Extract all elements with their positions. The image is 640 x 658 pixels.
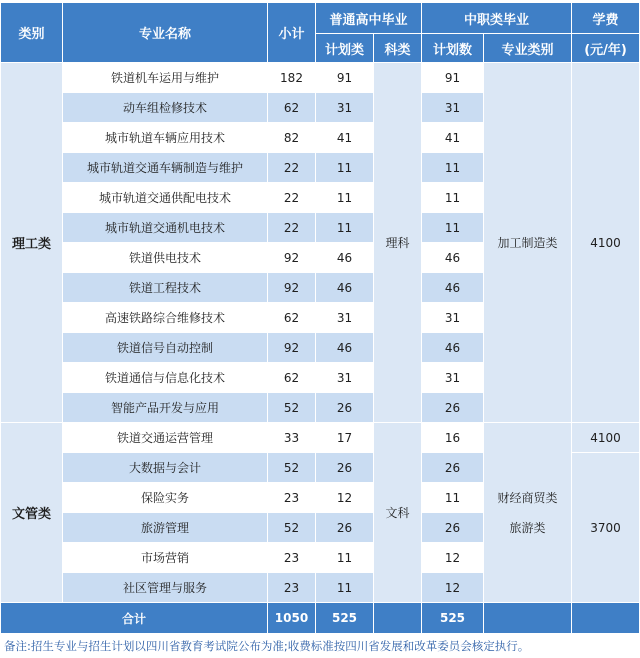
voc-plan-cell: 26 <box>422 393 484 423</box>
vocational-category-liberal-line2: 旅游类 <box>509 520 546 535</box>
header-vocational-category: 专业类别 <box>484 34 572 63</box>
subtotal-cell: 92 <box>268 273 316 303</box>
subtotal-cell: 92 <box>268 243 316 273</box>
total-voc-plan: 525 <box>422 603 484 634</box>
header-category: 类别 <box>1 3 63 63</box>
major-name: 市场营销 <box>63 543 268 573</box>
voc-plan-cell: 11 <box>422 153 484 183</box>
major-name: 铁道供电技术 <box>63 243 268 273</box>
header-vocational-group: 中职类毕业 <box>422 3 572 34</box>
header-vocational-plan: 计划数 <box>422 34 484 63</box>
header-tuition: 学费 <box>572 3 640 34</box>
hs-plan-cell: 31 <box>316 303 374 333</box>
total-subtotal: 1050 <box>268 603 316 634</box>
subtotal-cell: 62 <box>268 363 316 393</box>
total-hs-plan: 525 <box>316 603 374 634</box>
voc-plan-cell: 11 <box>422 213 484 243</box>
voc-plan-cell: 11 <box>422 183 484 213</box>
subtotal-cell: 22 <box>268 153 316 183</box>
hs-plan-cell: 11 <box>316 153 374 183</box>
subtotal-cell: 92 <box>268 333 316 363</box>
major-name: 铁道机车运用与维护 <box>63 63 268 93</box>
hs-plan-cell: 26 <box>316 513 374 543</box>
hs-plan-cell: 17 <box>316 423 374 453</box>
voc-plan-cell: 12 <box>422 543 484 573</box>
subtotal-cell: 62 <box>268 93 316 123</box>
hs-plan-cell: 26 <box>316 393 374 423</box>
subtotal-cell: 52 <box>268 393 316 423</box>
voc-plan-cell: 41 <box>422 123 484 153</box>
voc-plan-cell: 31 <box>422 363 484 393</box>
major-name: 城市轨道交通机电技术 <box>63 213 268 243</box>
total-label: 合计 <box>1 603 268 634</box>
subtotal-cell: 22 <box>268 213 316 243</box>
subtotal-cell: 62 <box>268 303 316 333</box>
hs-plan-cell: 11 <box>316 183 374 213</box>
major-name: 智能产品开发与应用 <box>63 393 268 423</box>
subtotal-cell: 82 <box>268 123 316 153</box>
subtotal-cell: 33 <box>268 423 316 453</box>
voc-plan-cell: 31 <box>422 93 484 123</box>
subject-science: 理科 <box>374 63 422 423</box>
hs-plan-cell: 91 <box>316 63 374 93</box>
voc-plan-cell: 91 <box>422 63 484 93</box>
table-row <box>1 63 640 93</box>
major-name: 社区管理与服务 <box>63 573 268 603</box>
major-name: 动车组检修技术 <box>63 93 268 123</box>
major-name: 高速铁路综合维修技术 <box>63 303 268 333</box>
hs-plan-cell: 41 <box>316 123 374 153</box>
major-name: 城市轨道交通车辆制造与维护 <box>63 153 268 183</box>
subtotal-cell: 23 <box>268 543 316 573</box>
group-label-science: 理工类 <box>1 63 63 423</box>
total-tuition-blank <box>572 603 640 634</box>
tuition-science: 4100 <box>572 63 640 423</box>
hs-plan-cell: 11 <box>316 573 374 603</box>
subtotal-cell: 182 <box>268 63 316 93</box>
header-high-school-subject: 科类 <box>374 34 422 63</box>
hs-plan-cell: 46 <box>316 243 374 273</box>
tuition-liberal-rest: 3700 <box>572 453 640 603</box>
major-name: 铁道交通运营管理 <box>63 423 268 453</box>
hs-plan-cell: 46 <box>316 333 374 363</box>
major-name: 旅游管理 <box>63 513 268 543</box>
vocational-category-science: 加工制造类 <box>484 63 572 423</box>
hs-plan-cell: 26 <box>316 453 374 483</box>
subtotal-cell: 52 <box>268 513 316 543</box>
total-category-blank <box>484 603 572 634</box>
enrollment-plan-table <box>0 2 640 634</box>
hs-plan-cell: 12 <box>316 483 374 513</box>
voc-plan-cell: 16 <box>422 423 484 453</box>
header-tuition-unit: (元/年) <box>572 34 640 63</box>
hs-plan-cell: 31 <box>316 93 374 123</box>
header-high-school-plan: 计划类 <box>316 34 374 63</box>
hs-plan-cell: 11 <box>316 213 374 243</box>
header-major-name: 专业名称 <box>63 3 268 63</box>
vocational-category-liberal <box>484 423 572 603</box>
voc-plan-cell: 31 <box>422 303 484 333</box>
voc-plan-cell: 46 <box>422 333 484 363</box>
hs-plan-cell: 31 <box>316 363 374 393</box>
major-name: 城市轨道交通供配电技术 <box>63 183 268 213</box>
subtotal-cell: 52 <box>268 453 316 483</box>
major-name: 大数据与会计 <box>63 453 268 483</box>
major-name: 城市轨道车辆应用技术 <box>63 123 268 153</box>
table-row <box>1 423 640 453</box>
total-row <box>1 603 640 634</box>
vocational-category-liberal-line1: 财经商贸类 <box>497 490 558 505</box>
major-name: 铁道工程技术 <box>63 273 268 303</box>
major-name: 保险实务 <box>63 483 268 513</box>
subject-liberal: 文科 <box>374 423 422 603</box>
major-name: 铁道信号自动控制 <box>63 333 268 363</box>
voc-plan-cell: 26 <box>422 453 484 483</box>
subtotal-cell: 22 <box>268 183 316 213</box>
header-high-school-group: 普通高中毕业 <box>316 3 422 34</box>
subtotal-cell: 23 <box>268 573 316 603</box>
voc-plan-cell: 11 <box>422 483 484 513</box>
total-subject-blank <box>374 603 422 634</box>
voc-plan-cell: 26 <box>422 513 484 543</box>
hs-plan-cell: 46 <box>316 273 374 303</box>
hs-plan-cell: 11 <box>316 543 374 573</box>
subtotal-cell: 23 <box>268 483 316 513</box>
voc-plan-cell: 46 <box>422 273 484 303</box>
tuition-liberal-first: 4100 <box>572 423 640 453</box>
voc-plan-cell: 12 <box>422 573 484 603</box>
footnote: 备注:招生专业与招生计划以四川省教育考试院公布为准;收费标准按四川省发展和改革委员会核定执行。 <box>4 639 530 653</box>
voc-plan-cell: 46 <box>422 243 484 273</box>
group-label-liberal: 文管类 <box>1 423 63 603</box>
major-name: 铁道通信与信息化技术 <box>63 363 268 393</box>
header-subtotal: 小计 <box>268 3 316 63</box>
